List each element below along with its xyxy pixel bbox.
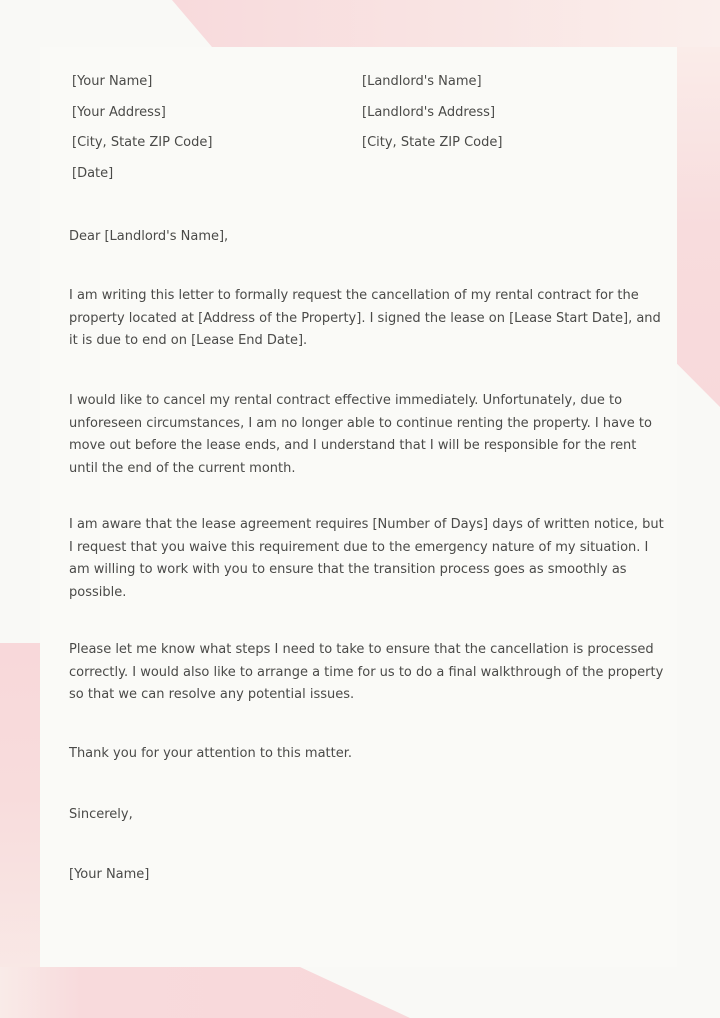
closing-line: [69, 743, 669, 766]
decorative-bottom-band: [0, 967, 410, 1018]
signature-text: [Your Name]: [69, 867, 150, 882]
sign-off-text: Sincerely,: [69, 807, 133, 822]
recipient-name: [Landlord's Name]: [362, 74, 482, 89]
sign-off: [69, 804, 669, 827]
salutation: [69, 226, 669, 249]
paragraph-text: I am writing this letter to formally request the cancellation of my rental contract for the property located at [Address of the Property]. I signed the lease on [Lease Start Date], and it is due to end on [Lease End Date].: [69, 288, 661, 348]
recipient-address-block: [362, 67, 502, 159]
closing-line-text: Thank you for your attention to this matter.: [69, 746, 353, 761]
paragraph-text: Please let me know what steps I need to take to ensure that the cancellation is processed correctly. I would also like to arrange a time for us to do a final walkthrough of the property so that we can resolve any potential issues.: [69, 642, 664, 702]
decorative-top-band: [172, 0, 720, 47]
decorative-left-strip: [0, 643, 40, 1018]
paragraph-3: [69, 514, 669, 604]
paragraph-4: [69, 639, 669, 707]
letter-date: [Date]: [72, 165, 114, 181]
paragraph-1: [69, 285, 669, 353]
paragraph-text: I am aware that the lease agreement requires [Number of Days] days of written notice, but I request that you waive this requirement due to the emergency nature of my situation. I am willing to work with you to ensure that the transition process goes as smoothly as possible.: [69, 517, 664, 600]
paragraph-2: [69, 390, 669, 480]
recipient-address: [Landlord's Address]: [362, 104, 496, 120]
sender-name: [Your Name]: [72, 74, 153, 89]
sender-address-block: [72, 67, 212, 189]
recipient-city-state-zip: [City, State ZIP Code]: [362, 135, 503, 150]
decorative-right-strip: [677, 47, 720, 407]
signature: [69, 864, 669, 887]
salutation-text: Dear [Landlord's Name],: [69, 229, 229, 244]
sender-address: [Your Address]: [72, 104, 166, 120]
sender-city-state-zip: [City, State ZIP Code]: [72, 135, 213, 150]
paragraph-text: I would like to cancel my rental contract effective immediately. Unfortunately, due to unforeseen circumstances, I am no longer able to continue renting the property. I have to move out before the lease ends, and I understand that I will be responsible for the rent until the end of the current month.: [69, 393, 652, 476]
